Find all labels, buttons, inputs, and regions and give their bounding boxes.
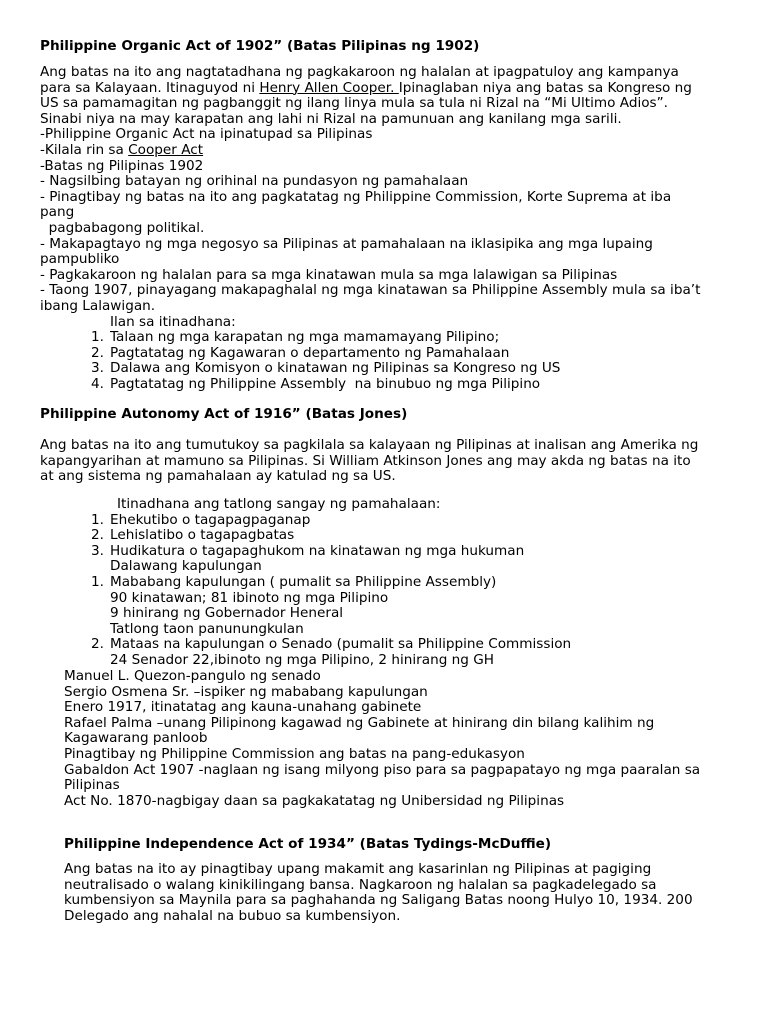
paragraph-line: neutralisado o walang kinikilingang bansa. Nagkaroon ng halalan sa pagkadelegado sa <box>64 876 657 893</box>
bullet-line: - Taong 1907, pinayagang makapaghalal ng mga kinatawan sa Philippine Assembly mula sa iba’t <box>40 282 701 299</box>
section-title-organic-act: Philippine Organic Act of 1902” (Batas Pilipinas ng 1902) <box>40 38 480 54</box>
section-title-autonomy-act: Philippine Autonomy Act of 1916” (Batas Jones) <box>40 406 408 422</box>
list-item <box>40 361 700 377</box>
autonomy-act-list <box>40 497 571 669</box>
list-item <box>40 637 571 653</box>
list-number: 2. <box>91 344 104 361</box>
organic-act-body <box>40 65 700 392</box>
paragraph-line <box>40 81 700 97</box>
list-intro: Ilan sa itinadhana: <box>110 313 236 330</box>
list-number: 1. <box>91 573 104 590</box>
text-run: para sa Kalayaan. Itinaguyod ni <box>40 79 260 96</box>
list-number: 3. <box>91 542 104 559</box>
autonomy-act-notes <box>64 669 700 809</box>
link-henry-allen-cooper[interactable]: Henry Allen Cooper. <box>259 79 399 96</box>
bullet-line: - Pinagtibay ng batas na ito ang pagkatatag ng Philippine Commission, Korte Suprema at iba <box>40 188 672 205</box>
text-run: Ipinaglaban niya ang batas sa Kongreso ng <box>398 79 692 96</box>
paragraph-line: Ang batas na ito ay pinagtibay upang makamit ang kasarinlan ng Pilipinas at pagiging <box>64 861 652 877</box>
list-number: 1. <box>91 329 104 346</box>
list-item <box>40 346 700 362</box>
list-item-text: Dalawa ang Komisyon o kinatawan ng Pilipinas sa Kongreso ng US <box>110 360 561 377</box>
link-cooper-act[interactable]: Cooper Act <box>128 141 204 158</box>
bullet-line: - Nagsilbing batayan ng orihinal na pundasyon ng pamahalaan <box>40 173 469 190</box>
list-item-text: Ehekutibo o tagapagpaganap <box>110 511 311 528</box>
paragraph-line: Ang batas na ito ang tumutukoy sa pagkilala sa kalayaan ng Pilipinas at inalisan ang Amerika ng <box>40 437 699 453</box>
list-item-text: Talaan ng mga karapatan ng mga mamamayang Pilipino; <box>110 329 500 346</box>
list-number: 2. <box>91 636 104 653</box>
list-item-text: Pagtatatag ng Philippine Assembly na binubuo ng mga Pilipino <box>110 375 541 392</box>
list-item <box>40 330 700 346</box>
section-title-independence-act: Philippine Independence Act of 1934” (Batas Tydings-McDuffie) <box>64 836 552 852</box>
note-line: Enero 1917, itinatatag ang kauna-unahang gabinete <box>64 699 422 716</box>
list-item <box>40 544 571 560</box>
note-line: Manuel L. Quezon-pangulo ng senado <box>64 668 321 684</box>
note-line: Kagawarang panloob <box>64 730 208 747</box>
note-line: Pilipinas <box>64 777 120 794</box>
note-line: Act No. 1870-nagbigay daan sa pagkakatatag ng Unibersidad ng Pilipinas <box>64 792 565 809</box>
paragraph-line: at ang sistema ng pamahalaan ay katulad ng sa US. <box>40 468 396 485</box>
bullet-line <box>40 143 700 159</box>
paragraph-line: Delegado ang nahalal na bubuo sa kumbensiyon. <box>64 907 401 924</box>
list-item-text: Hudikatura o tagapaghukom na kinatawan ng mga hukuman <box>110 542 525 559</box>
bullet-line: pang <box>40 204 75 221</box>
bullet-line: - Pagkakaroon ng halalan para sa mga kinatawan mula sa mga lalawigan sa Pilipinas <box>40 266 618 283</box>
bullet-line: pagbabagong politikal. <box>40 219 205 236</box>
list-item-detail: 90 kinatawan; 81 ibinoto ng mga Pilipino <box>110 589 389 606</box>
note-line: Rafael Palma –unang Pilipinong kagawad ng Gabinete at hinirang din bilang kalihim ng <box>64 714 655 731</box>
note-line: Sergio Osmena Sr. –ispiker ng mababang kapulungan <box>64 683 428 700</box>
list-item-text: Dalawang kapulungan <box>110 558 262 575</box>
bullet-line: - Makapagtayo ng mga negosyo sa Pilipinas at pamahalaan na iklasipika ang mga lupaing <box>40 235 653 252</box>
list-number: 1. <box>91 511 104 528</box>
list-item-text: Pagtatatag ng Kagawaran o departamento ng Pamahalaan <box>110 344 510 361</box>
list-item-detail: 9 hinirang ng Gobernador Heneral <box>110 605 344 622</box>
list-item-detail: 24 Senador 22,ibinoto ng mga Pilipino, 2 hinirang ng GH <box>110 651 494 668</box>
list-item <box>40 528 571 544</box>
autonomy-act-paragraph <box>40 438 698 485</box>
list-item <box>40 513 571 529</box>
list-number: 2. <box>91 527 104 544</box>
text-run: -Kilala rin sa <box>40 141 129 158</box>
list-item-text: Mataas na kapulungan o Senado (pumalit sa Philippine Commission <box>110 636 572 653</box>
bullet-line: -Batas ng Pilipinas 1902 <box>40 157 204 174</box>
bullet-line: -Philippine Organic Act na ipinatupad sa Pilipinas <box>40 126 373 143</box>
list-intro: Itinadhana ang tatlong sangay ng pamahalaan: <box>117 496 441 512</box>
note-line: Gabaldon Act 1907 -naglaan ng isang milyong piso para sa pagpapatayo ng mga paaralan sa <box>64 761 701 778</box>
bullet-line: pampubliko <box>40 251 120 268</box>
bullet-line: ibang Lalawigan. <box>40 297 156 314</box>
paragraph-line: US sa pamamagitan ng pagbanggit ng ilang linya mula sa tula ni Rizal na “Mi Ultimo Adios”. <box>40 95 669 112</box>
list-item <box>40 377 700 393</box>
list-number: 3. <box>91 360 104 377</box>
independence-act-paragraph <box>64 862 693 924</box>
list-item <box>40 575 571 591</box>
list-item-detail: Tatlong taon panunungkulan <box>110 620 304 637</box>
paragraph-line: kapangyarihan at mamuno sa Pilipinas. Si William Atkinson Jones ang may akda ng batas na ito <box>40 452 691 469</box>
paragraph-line: Sinabi niya na may karapatan ang lahi ni Rizal na pamunuan ang kanilang mga sarili. <box>40 110 622 127</box>
note-line: Pinagtibay ng Philippine Commission ang batas na pang-edukasyon <box>64 745 525 762</box>
paragraph-line: Ang batas na ito ang nagtatadhana ng pagkakaroon ng halalan at ipagpatuloy ang kampanya <box>40 64 679 80</box>
list-item-text: Mababang kapulungan ( pumalit sa Philippine Assembly) <box>110 573 497 590</box>
list-item-text: Lehislatibo o tagapagbatas <box>110 527 295 544</box>
paragraph-line: kumbensiyon sa Maynila para sa paghahanda ng Saligang Batas noong Hulyo 10, 1934. 200 <box>64 892 693 909</box>
list-number: 4. <box>91 375 104 392</box>
